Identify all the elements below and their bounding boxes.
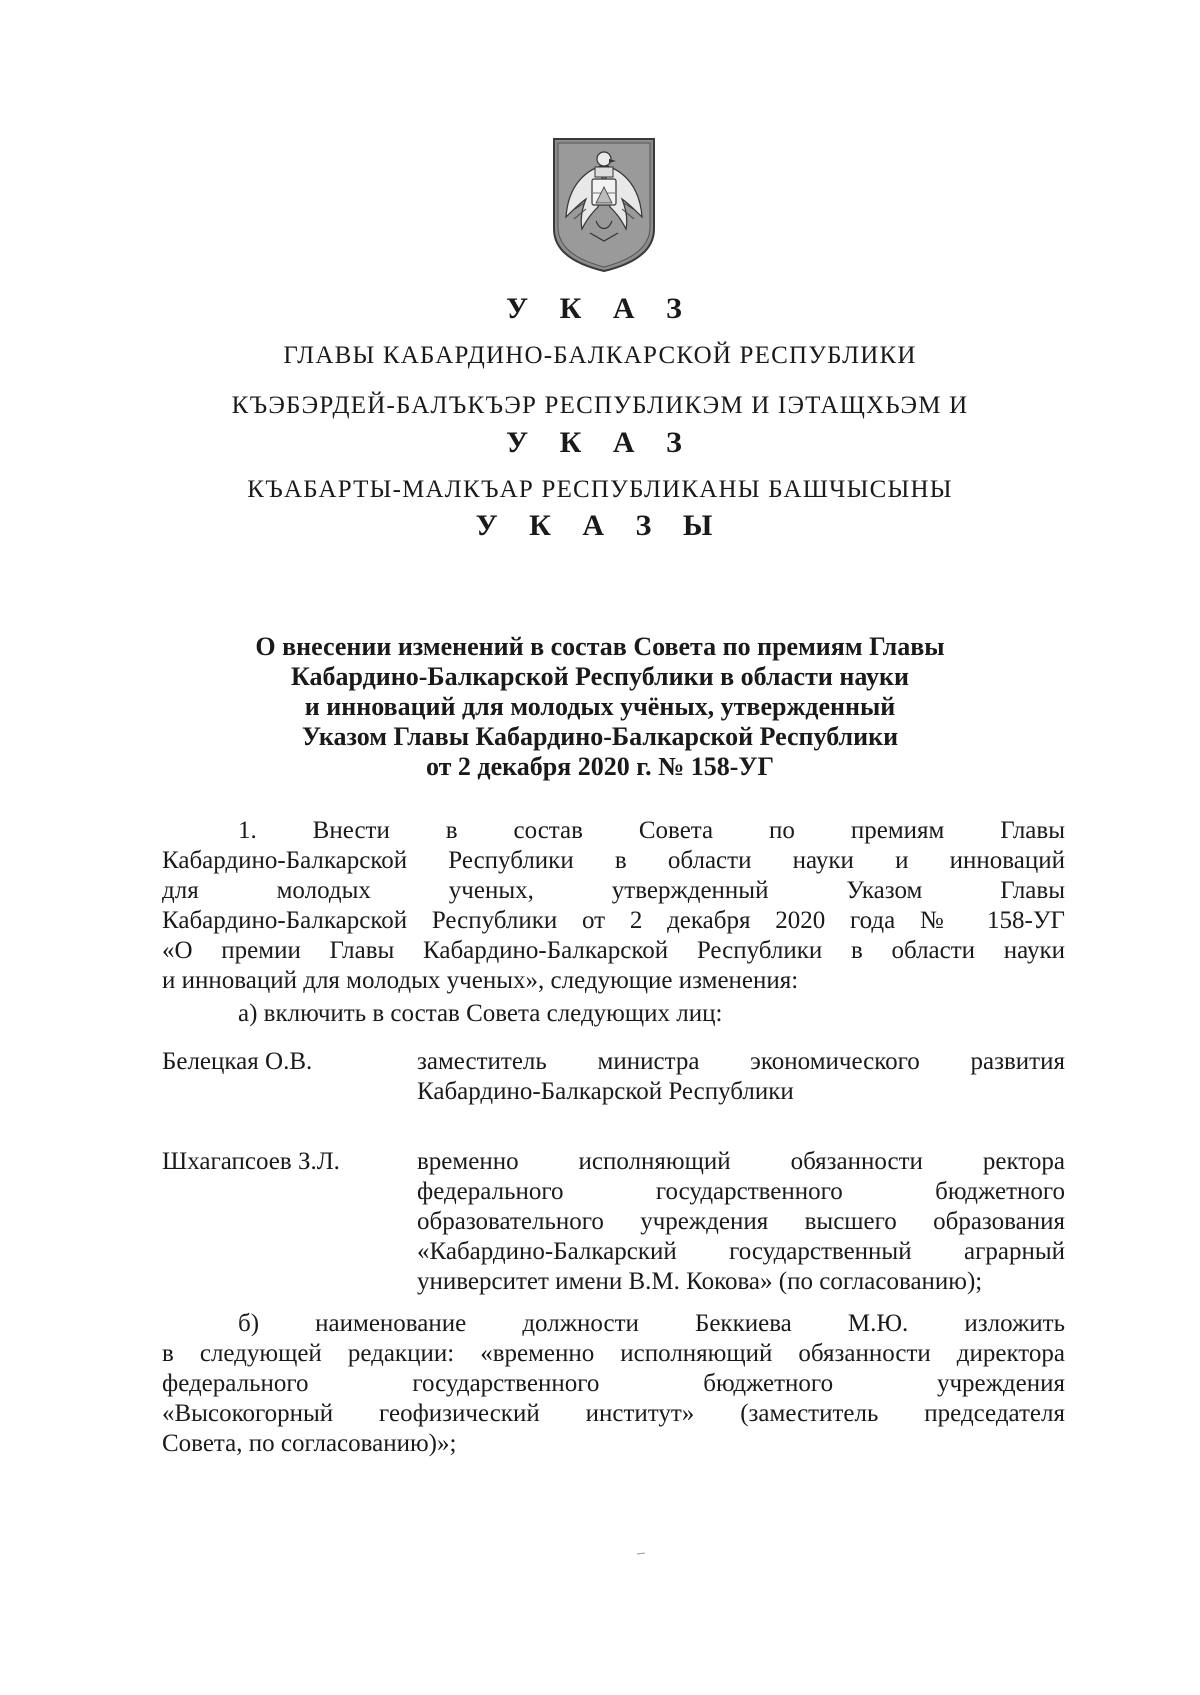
item-b-line: в следующей редакции: «временно исполняющий обязанности директора <box>162 1340 1065 1367</box>
issuer-line-russian: ГЛАВЫ КАБАРДИНО-БАЛКАРСКОЙ РЕСПУБЛИКИ <box>283 342 917 369</box>
decree-heading-russian: У К А З <box>506 292 694 325</box>
member-position-line: временно исполняющий обязанности ректора <box>417 1148 1065 1175</box>
member-position-line: образовательного учреждения высшего образования <box>417 1208 1065 1235</box>
member-position-line: «Кабардино-Балкарский государственный аграрный <box>417 1238 1065 1265</box>
decree-heading-kabardian: У К А З <box>506 426 694 459</box>
item-b-line: б) наименование должности Беккиева М.Ю. изложить <box>238 1310 1065 1337</box>
item-a: а) включить в состав Совета следующих лиц: <box>238 1000 723 1027</box>
item-b-line: «Высокогорный геофизический институт» (заместитель председателя <box>162 1400 1065 1427</box>
title-line: Указом Главы Кабардино-Балкарской Республики <box>301 722 899 751</box>
title-line: Кабардино-Балкарской Республики в области науки <box>291 662 909 691</box>
item-b-line: федерального государственного бюджетного учреждения <box>162 1370 1065 1397</box>
member-position <box>417 1147 1065 1297</box>
member-position-line: федерального государственного бюджетного <box>417 1178 1065 1205</box>
title-line: от 2 декабря 2020 г. № 158-УГ <box>425 752 775 781</box>
paragraph-1-line: Кабардино-Балкарской Республики в области науки и инноваций <box>162 847 1065 874</box>
paragraph-1-line: «О премии Главы Кабардино-Балкарской Республики в области науки <box>162 937 1065 964</box>
issuer-line-kabardian: КЪЭБЭРДЕЙ-БАЛЪКЪЭР РЕСПУБЛИКЭМ И ІЭТАЩХЬЭМ И <box>231 392 969 419</box>
scan-mark <box>636 1552 646 1555</box>
member-name: Белецкая О.В. <box>162 1048 313 1075</box>
member-position <box>417 1047 1065 1107</box>
item-b-line: Совета, по согласованию)»; <box>162 1430 457 1457</box>
member-position-line: заместитель министра экономического развития <box>417 1048 1065 1075</box>
paragraph-1-line: и инноваций для молодых ученых», следующие изменения: <box>162 967 799 994</box>
title-line: и инноваций для молодых учёных, утвержденный <box>304 692 896 721</box>
member-position-line: Кабардино-Балкарской Республики <box>417 1078 794 1105</box>
paragraph-1-line: Кабардино-Балкарской Республики от 2 декабря 2020 года № 158-УГ <box>162 907 1065 934</box>
decree-heading-balkar: У К А З Ы <box>475 509 725 542</box>
title-line: О внесении изменений в состав Совета по премиям Главы <box>255 632 945 661</box>
paragraph-1-line: 1. Внести в состав Совета по премиям Главы <box>238 817 1065 844</box>
paragraph-1-line: для молодых ученых, утвержденный Указом Главы <box>162 877 1065 904</box>
member-position-line: университет имени В.М. Кокова» (по согласованию); <box>417 1268 983 1295</box>
coat-of-arms-emblem <box>552 137 656 273</box>
issuer-line-balkar: КЪАБАРТЫ-МАЛКЪАР РЕСПУБЛИКАНЫ БАШЧЫСЫНЫ <box>247 476 953 503</box>
member-name: Шхагапсоев З.Л. <box>162 1148 340 1175</box>
